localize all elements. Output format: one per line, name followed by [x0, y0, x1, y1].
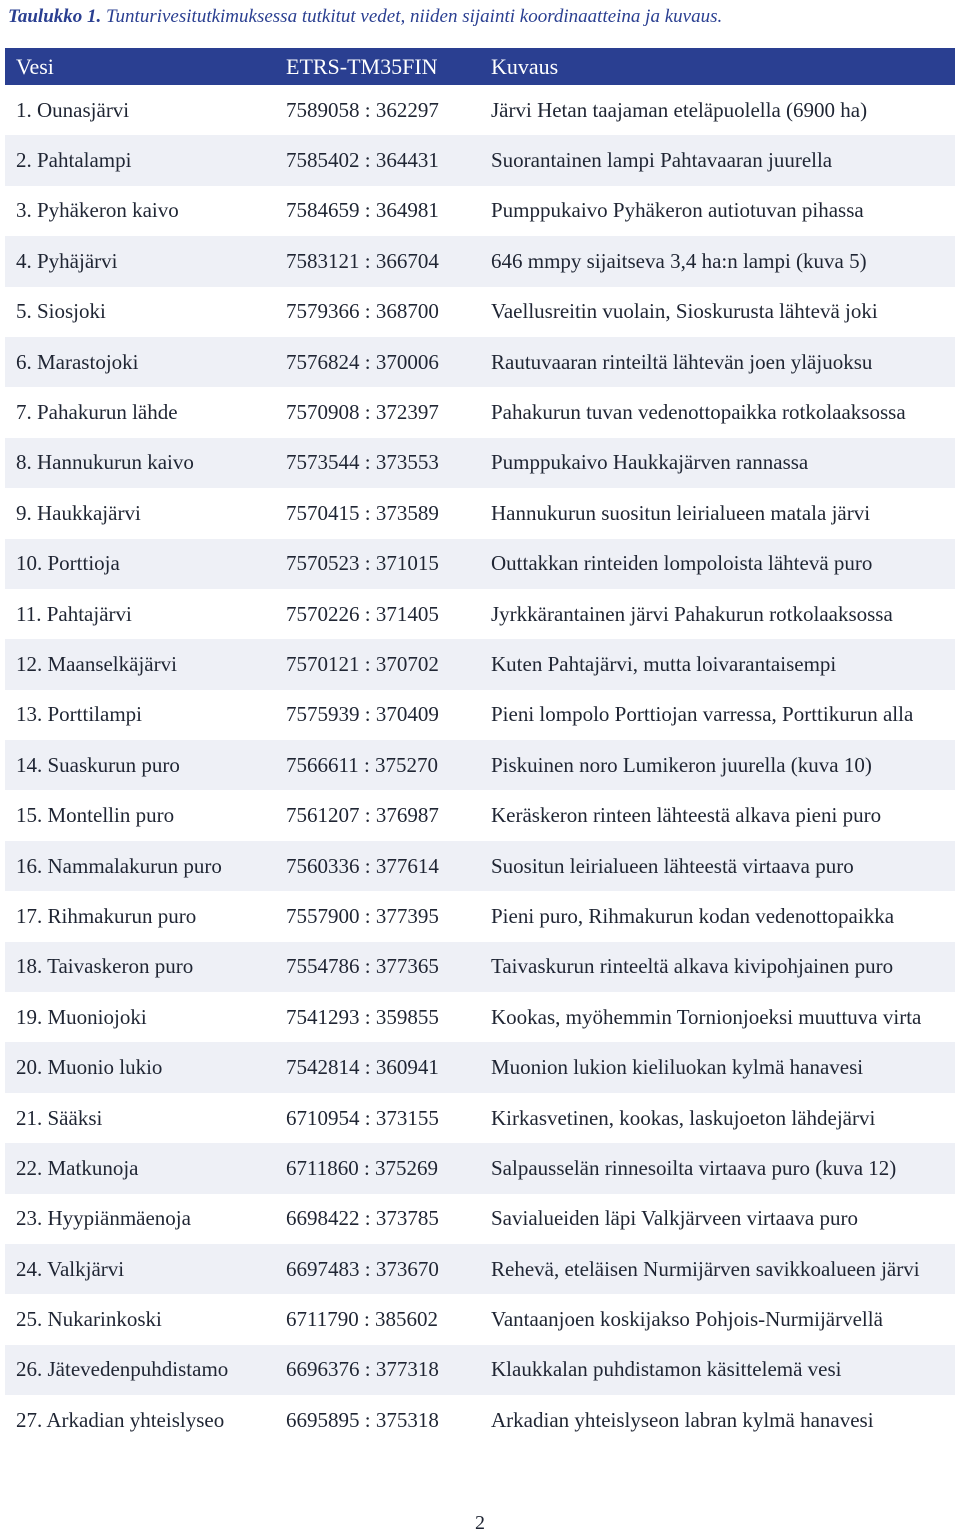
cell-water: 7. Pahakurun lähde [16, 400, 178, 425]
cell-coordinates: 7542814 : 360941 [286, 1055, 439, 1080]
table-row [5, 1194, 955, 1244]
cell-description: Pieni lompolo Porttiojan varressa, Porttikurun alla [491, 702, 914, 727]
table-row [5, 438, 955, 488]
cell-description: Pumppukaivo Haukkajärven rannassa [491, 450, 809, 475]
table-header [5, 48, 955, 85]
cell-coordinates: 7566611 : 375270 [286, 752, 439, 777]
cell-description: Kirkasvetinen, kookas, laskujoeton lähdejärvi [491, 1105, 876, 1130]
cell-coordinates: 7583121 : 366704 [286, 248, 439, 273]
table-caption [8, 2, 958, 32]
page-number: 2 [475, 1512, 485, 1534]
cell-description: Arkadian yhteislyseon labran kylmä hanavesi [491, 1407, 874, 1432]
cell-coordinates: 7570908 : 372397 [286, 400, 439, 425]
cell-coordinates: 6696376 : 377318 [286, 1357, 439, 1382]
cell-description: Klaukkalan puhdistamon käsittelemä vesi [491, 1357, 842, 1382]
table-row [5, 1143, 955, 1193]
header-description: Kuvaus [491, 53, 559, 79]
cell-coordinates: 7570121 : 370702 [286, 651, 439, 676]
cell-coordinates: 7561207 : 376987 [286, 803, 439, 828]
table-row [5, 690, 955, 740]
cell-water: 25. Nukarinkoski [16, 1307, 162, 1332]
cell-coordinates: 6710954 : 373155 [286, 1105, 439, 1130]
cell-coordinates: 7560336 : 377614 [286, 853, 439, 878]
cell-coordinates: 7557900 : 377395 [286, 903, 439, 928]
cell-coordinates: 7579366 : 368700 [286, 299, 439, 324]
cell-water: 24. Valkjärvi [16, 1256, 125, 1281]
cell-description: Suositun leirialueen lähteestä virtaava puro [491, 853, 854, 878]
cell-water: 10. Porttioja [16, 551, 120, 576]
cell-water: 21. Sääksi [16, 1105, 103, 1130]
cell-water: 13. Porttilampi [16, 702, 142, 727]
cell-coordinates: 7575939 : 370409 [286, 702, 439, 727]
cell-description: Suorantainen lampi Pahtavaaran juurella [491, 148, 833, 173]
cell-description: Pieni puro, Rihmakurun kodan vedenottopaikka [491, 903, 895, 928]
header-coordinates: ETRS-TM35FIN [286, 53, 438, 79]
cell-description: Savialueiden läpi Valkjärveen virtaava puro [491, 1206, 858, 1231]
cell-description: Pahakurun tuvan vedenottopaikka rotkolaaksossa [491, 400, 906, 425]
caption-text: Tunturivesitutkimuksessa tutkitut vedet, niiden sijainti koordinaatteina ja kuvaus. [101, 6, 723, 27]
cell-coordinates: 7570523 : 371015 [286, 551, 439, 576]
cell-coordinates: 7570415 : 373589 [286, 500, 439, 525]
cell-description: Järvi Hetan taajaman eteläpuolella (6900 ha) [491, 97, 868, 122]
cell-water: 9. Haukkajärvi [16, 500, 141, 525]
table-row [5, 337, 955, 387]
cell-description: Vantaanjoen koskijakso Pohjois-Nurmijärvellä [491, 1307, 883, 1332]
cell-water: 23. Hyypiänmäenoja [16, 1206, 191, 1231]
cell-description: Muonion lukion kieliluokan kylmä hanavesi [491, 1055, 864, 1080]
cell-water: 4. Pyhäjärvi [16, 248, 118, 273]
table-row [5, 1395, 955, 1445]
cell-water: 16. Nammalakurun puro [16, 853, 222, 878]
table-row [5, 488, 955, 538]
table-row [5, 387, 955, 437]
caption-label: Taulukko 1. [8, 6, 102, 27]
table-row [5, 236, 955, 286]
header-water: Vesi [16, 53, 54, 79]
cell-water: 12. Maanselkäjärvi [16, 651, 177, 676]
table-row [5, 841, 955, 891]
cell-coordinates: 6711860 : 375269 [286, 1155, 439, 1180]
cell-water: 20. Muonio lukio [16, 1055, 163, 1080]
cell-water: 15. Montellin puro [16, 803, 175, 828]
cell-coordinates: 6697483 : 373670 [286, 1256, 439, 1281]
cell-coordinates: 7573544 : 373553 [286, 450, 439, 475]
cell-water: 5. Siosjoki [16, 299, 106, 324]
cell-water: 19. Muoniojoki [16, 1004, 147, 1029]
cell-description: Pumppukaivo Pyhäkeron autiotuvan pihassa [491, 198, 864, 223]
cell-description: Kookas, myöhemmin Tornionjoeksi muuttuva virta [491, 1004, 922, 1029]
cell-description: Vaellusreitin vuolain, Sioskurusta lähtevä joki [491, 299, 878, 324]
cell-water: 1. Ounasjärvi [16, 97, 130, 122]
table-row [5, 1345, 955, 1395]
cell-water: 14. Suaskurun puro [16, 752, 180, 777]
table-row [5, 992, 955, 1042]
cell-water: 27. Arkadian yhteislyseo [16, 1407, 225, 1432]
cell-description: 646 mmpy sijaitseva 3,4 ha:n lampi (kuva 5) [491, 248, 867, 273]
cell-coordinates: 7589058 : 362297 [286, 97, 439, 122]
table-row [5, 1294, 955, 1344]
cell-coordinates: 7554786 : 377365 [286, 954, 439, 979]
cell-description: Kuten Pahtajärvi, mutta loivarantaisempi [491, 651, 837, 676]
cell-coordinates: 7585402 : 364431 [286, 148, 439, 173]
cell-water: 17. Rihmakurun puro [16, 903, 197, 928]
cell-description: Piskuinen noro Lumikeron juurella (kuva 10) [491, 752, 872, 777]
cell-water: 18. Taivaskeron puro [16, 954, 194, 979]
cell-water: 3. Pyhäkeron kaivo [16, 198, 179, 223]
cell-coordinates: 6698422 : 373785 [286, 1206, 439, 1231]
cell-water: 6. Marastojoki [16, 349, 139, 374]
table-row [5, 589, 955, 639]
table-row [5, 740, 955, 790]
cell-coordinates: 7576824 : 370006 [286, 349, 439, 374]
cell-description: Jyrkkärantainen järvi Pahakurun rotkolaaksossa [491, 601, 893, 626]
cell-coordinates: 7584659 : 364981 [286, 198, 439, 223]
water-table [5, 48, 955, 1446]
table-row [5, 1093, 955, 1143]
table-row [5, 639, 955, 689]
cell-description: Salpausselän rinnesoilta virtaava puro (kuva 12) [491, 1155, 897, 1180]
table-row [5, 186, 955, 236]
cell-water: 2. Pahtalampi [16, 148, 132, 173]
table-row [5, 135, 955, 185]
cell-description: Taivaskurun rinteeltä alkava kivipohjainen puro [491, 954, 894, 979]
cell-coordinates: 7570226 : 371405 [286, 601, 439, 626]
table-row [5, 891, 955, 941]
cell-description: Hannukurun suositun leirialueen matala järvi [491, 500, 871, 525]
cell-coordinates: 6711790 : 385602 [286, 1307, 439, 1332]
cell-description: Rehevä, eteläisen Nurmijärven savikkoalueen järvi [491, 1256, 920, 1281]
table-row [5, 942, 955, 992]
table-row [5, 790, 955, 840]
cell-water: 8. Hannukurun kaivo [16, 450, 194, 475]
table-row [5, 1244, 955, 1294]
cell-description: Rautuvaaran rinteiltä lähtevän joen yläjuoksu [491, 349, 873, 374]
cell-water: 26. Jätevedenpuhdistamo [16, 1357, 229, 1382]
table-row [5, 85, 955, 135]
cell-water: 11. Pahtajärvi [16, 601, 132, 626]
cell-description: Keräskeron rinteen lähteestä alkava pieni puro [491, 803, 882, 828]
cell-water: 22. Matkunoja [16, 1155, 139, 1180]
cell-description: Outtakkan rinteiden lompoloista lähtevä puro [491, 551, 873, 576]
table-row [5, 287, 955, 337]
table-body [5, 85, 955, 1446]
cell-coordinates: 6695895 : 375318 [286, 1407, 439, 1432]
cell-coordinates: 7541293 : 359855 [286, 1004, 439, 1029]
table-row [5, 1042, 955, 1092]
table-row [5, 539, 955, 589]
